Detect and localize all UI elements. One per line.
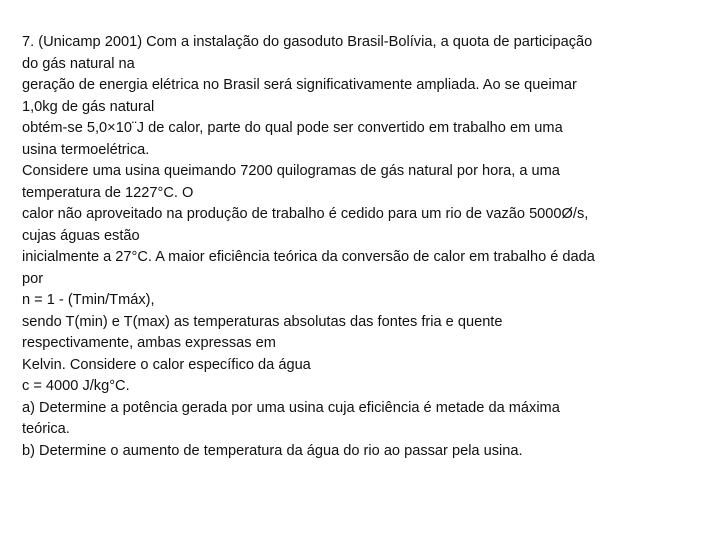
text-line: do gás natural na <box>22 55 135 72</box>
text-line: usina termoelétrica. <box>22 141 150 158</box>
text-line: 1,0kg de gás natural <box>22 98 155 115</box>
text-line: obtém-se 5,0×10¨J de calor, parte do qual pode ser convertido em trabalho em uma <box>22 120 563 136</box>
text-line: b) Determine o aumento de temperatura da água do rio ao passar pela usina. <box>22 442 523 459</box>
text-line: Considere uma usina queimando 7200 quilogramas de gás natural por hora, a uma <box>22 163 560 179</box>
text-line: temperatura de 1227°C. O <box>22 184 194 201</box>
text-line: inicialmente a 27°C. A maior eficiência teórica da conversão de calor em trabalho é dada <box>22 249 595 265</box>
text-line: geração de energia elétrica no Brasil será significativamente ampliada. Ao se queimar <box>22 77 577 93</box>
text-line: a) Determine a potência gerada por uma usina cuja eficiência é metade da máxima <box>22 399 560 416</box>
question-text <box>22 32 702 462</box>
text-line: cujas águas estão <box>22 227 140 244</box>
text-line: c = 4000 J/kg°C. <box>22 378 130 394</box>
text-line: n = 1 - (Tmin/Tmáx), <box>22 292 155 308</box>
text-line: Kelvin. Considere o calor específico da água <box>22 356 311 373</box>
text-line: por <box>22 270 44 287</box>
text-line: teórica. <box>22 421 70 437</box>
text-line: respectivamente, ambas expressas em <box>22 335 276 351</box>
text-line: sendo T(min) e T(max) as temperaturas absolutas das fontes fria e quente <box>22 313 503 330</box>
text-line: 7. (Unicamp 2001) Com a instalação do gasoduto Brasil-Bolívia, a quota de participação <box>22 34 593 50</box>
text-line: calor não aproveitado na produção de trabalho é cedido para um rio de vazão 5000Ø/s, <box>22 206 589 222</box>
